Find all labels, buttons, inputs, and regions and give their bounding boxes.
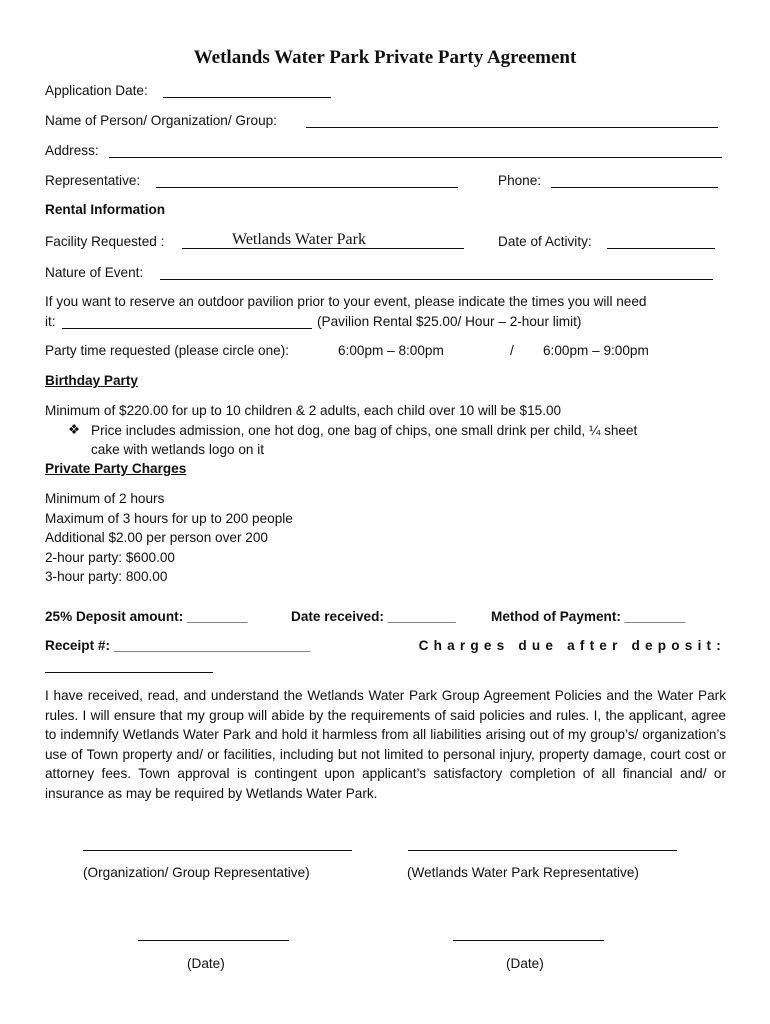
date-left-label: (Date) <box>187 956 225 971</box>
birthday-bullet-line2: cake with wetlands logo on it <box>91 442 265 457</box>
date-received[interactable]: Date received: _________ <box>291 609 456 624</box>
application-date-label: Application Date: <box>45 83 148 98</box>
time-option-9pm[interactable]: 6:00pm – 9:00pm <box>543 343 649 358</box>
diamond-bullet-icon: ❖ <box>68 422 81 437</box>
time-option-8pm[interactable]: 6:00pm – 8:00pm <box>338 343 444 358</box>
payment-method[interactable]: Method of Payment: ________ <box>491 609 686 624</box>
phone-label: Phone: <box>498 173 542 188</box>
name-label: Name of Person/ Organization/ Group: <box>45 113 277 128</box>
page-title: Wetlands Water Park Private Party Agreement <box>193 47 577 68</box>
park-rep-label: (Wetlands Water Park Representative) <box>407 865 639 880</box>
receipt-number[interactable]: Receipt #: __________________________ <box>45 638 311 653</box>
date-right-line[interactable] <box>453 940 604 941</box>
pavilion-text: If you want to reserve an outdoor pavilion prior to your event, please indicate the times you will need <box>45 294 647 309</box>
agreement-text: I have received, read, and understand the Wetlands Water Park Group Agreement Policies and the Water Park rules. I will ensure that my group will abide by the requirements of said policies and rules. I, the applicant, agree to indemnify Wetlands Water Park and hold it harmless from all liabilities arising out of my group’s/ organization’s use of Town property and/ or facilities, including but not limited to personal injury, property damage, court cost or attorney fees. Town approval is contingent upon applicant’s satisfactory completion of all financial and/ or insurance as may be required by Wetlands Water Park. <box>45 688 726 801</box>
representative-label: Representative: <box>45 173 141 188</box>
facility-label: Facility Requested : <box>45 234 165 249</box>
name-field[interactable] <box>306 127 718 128</box>
pavilion-rate: (Pavilion Rental $25.00/ Hour – 2-hour limit) <box>317 314 582 329</box>
application-date-field[interactable] <box>163 97 331 98</box>
birthday-bullet-line1: Price includes admission, one hot dog, one bag of chips, one small drink per child, ¼ sheet <box>91 423 638 438</box>
date-activity-label: Date of Activity: <box>498 234 592 249</box>
date-right-label: (Date) <box>506 956 544 971</box>
charges-due-field[interactable] <box>45 672 213 673</box>
park-rep-signature-line[interactable] <box>408 850 677 851</box>
birthday-minimum: Minimum of $220.00 for up to 10 children & 2 adults, each child over 10 will be $15.00 <box>45 403 562 418</box>
org-rep-label: (Organization/ Group Representative) <box>83 865 310 880</box>
charges-due: Charges due after deposit: <box>418 638 726 653</box>
date-activity-field[interactable] <box>607 248 715 249</box>
private-heading: Private Party Charges <box>45 461 187 476</box>
date-left-line[interactable] <box>138 940 289 941</box>
nature-label: Nature of Event: <box>45 265 144 280</box>
birthday-heading: Birthday Party <box>45 373 138 388</box>
phone-field[interactable] <box>551 187 718 188</box>
private-line-4: 2-hour party: $600.00 <box>45 550 175 565</box>
nature-field[interactable] <box>160 279 713 280</box>
facility-value: Wetlands Water Park <box>232 231 366 248</box>
rental-heading: Rental Information <box>45 202 166 217</box>
party-time-label: Party time requested (please circle one): <box>45 343 290 358</box>
address-field[interactable] <box>109 157 722 158</box>
pavilion-prefix: it: <box>45 314 56 329</box>
deposit-amount[interactable]: 25% Deposit amount: ________ <box>45 609 248 624</box>
private-line-2: Maximum of 3 hours for up to 200 people <box>45 511 293 526</box>
org-rep-signature-line[interactable] <box>83 850 352 851</box>
pavilion-times-field[interactable] <box>62 328 312 329</box>
private-line-1: Minimum of 2 hours <box>45 491 165 506</box>
representative-field[interactable] <box>156 187 458 188</box>
address-label: Address: <box>45 143 99 158</box>
private-line-5: 3-hour party: 800.00 <box>45 569 168 584</box>
time-separator: / <box>510 343 514 358</box>
private-line-3: Additional $2.00 per person over 200 <box>45 530 268 545</box>
